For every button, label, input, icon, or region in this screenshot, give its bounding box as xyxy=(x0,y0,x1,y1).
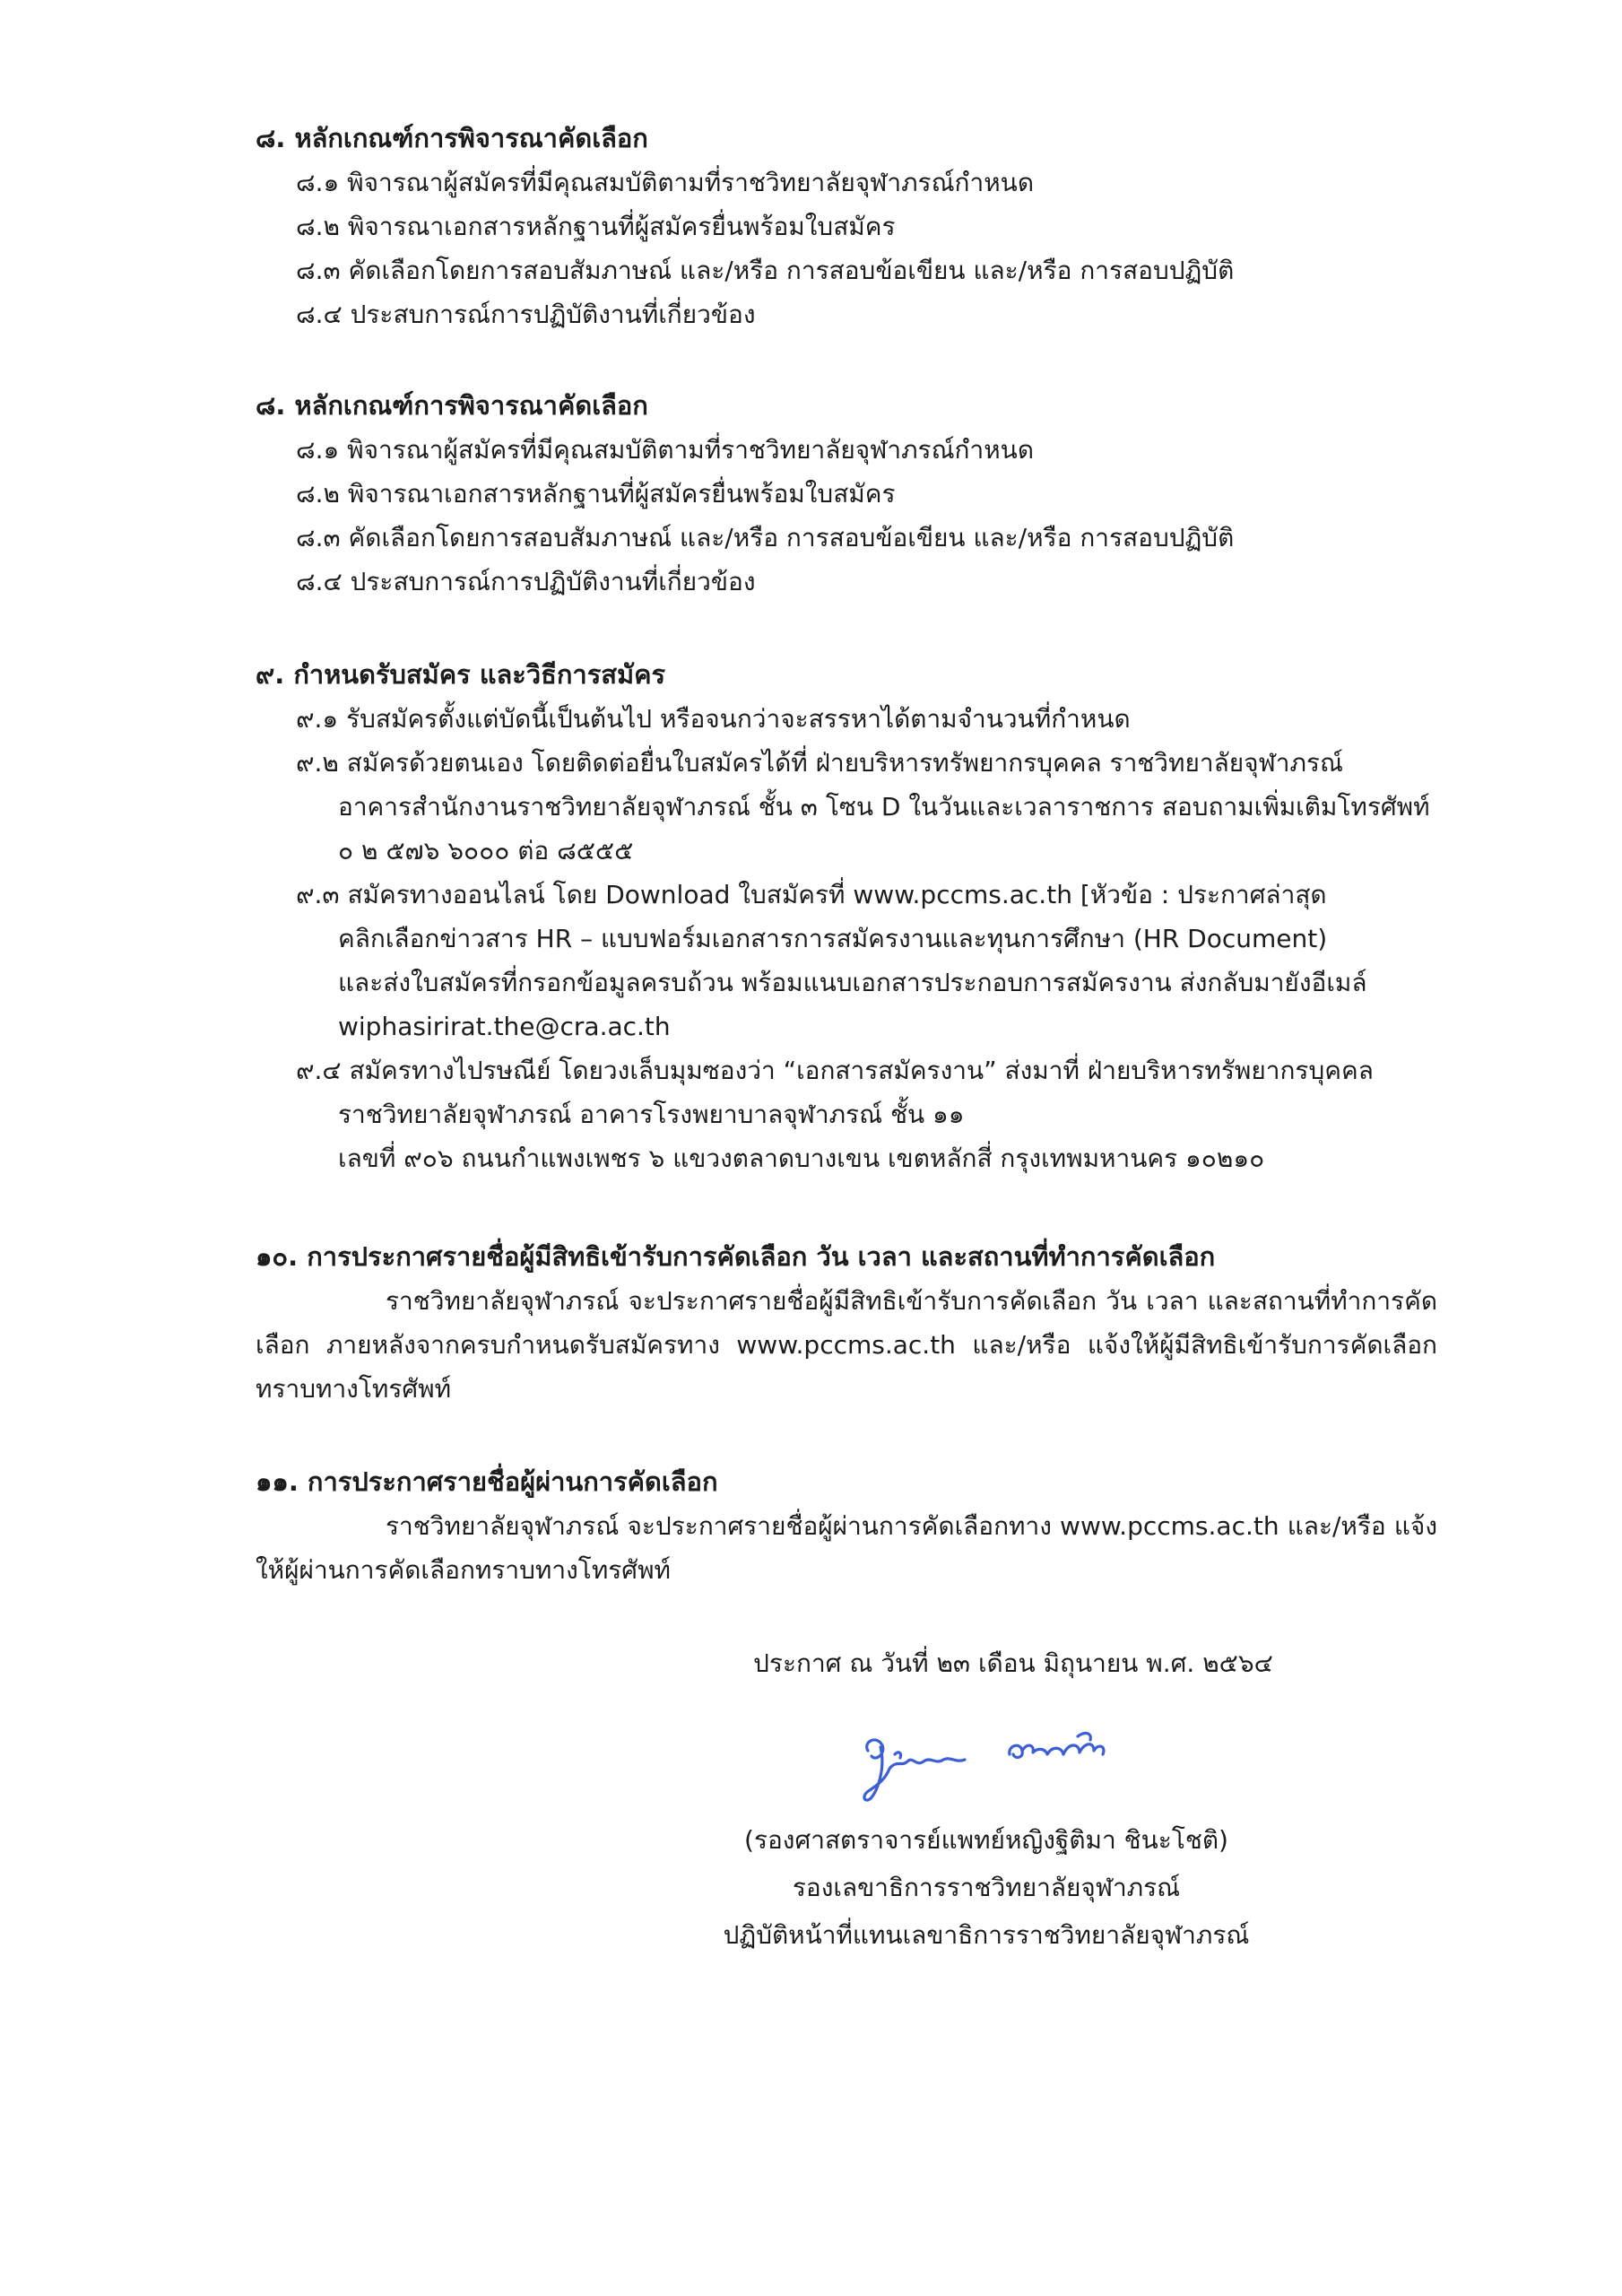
list-item: ๘.๔ ประสบการณ์การปฏิบัติงานที่เกี่ยวข้อง xyxy=(296,567,756,596)
list-item: ๘.๑ พิจารณาผู้สมัครที่มีคุณสมบัติตามที่ราชวิทยาลัยจุฬาภรณ์กำหนด xyxy=(296,435,1035,465)
list-item-line: ราชวิทยาลัยจุฬาภรณ์ อาคารโรงพยาบาลจุฬาภรณ์ ชั้น ๑๑ xyxy=(338,1100,965,1129)
signatory-acting-position: ปฏิบัติหน้าที่แทนเลขาธิการราชวิทยาลัยจุฬาภรณ์ xyxy=(723,1920,1250,1950)
list-item-9-3 xyxy=(256,873,1439,1048)
list-item: ๙.๑ รับสมัครตั้งแต่บัดนี้เป็นต้นไป หรือจนกว่าจะสรรหาได้ตามจำนวนที่กำหนด xyxy=(296,704,1131,734)
signature xyxy=(850,1715,1155,1813)
section-9-application xyxy=(256,653,1439,1180)
list-item: ๘.๓ คัดเลือกโดยการสอบสัมภาษณ์ และ/หรือ การสอบข้อเขียน และ/หรือ การสอบปฏิบัติ xyxy=(296,256,1235,285)
section-8-criteria-second xyxy=(256,384,1439,604)
section-heading: ๑๐. การประกาศรายชื่อผู้มีสิทธิเข้ารับการคัดเลือก วัน เวลา และสถานที่ทำการคัดเลือก xyxy=(256,1241,1216,1272)
section-8-criteria-first xyxy=(256,117,1439,336)
section-heading: ๘. หลักเกณฑ์การพิจารณาคัดเลือก xyxy=(256,123,648,153)
list-item: ๘.๒ พิจารณาเอกสารหลักฐานที่ผู้สมัครยื่นพร้อมใบสมัคร xyxy=(296,212,896,241)
section-body: ราชวิทยาลัยจุฬาภรณ์ จะประกาศรายชื่อผู้มีสิทธิเข้ารับการคัดเลือก วัน เวลา และสถานที่ทำการคัดเลือก ภายหลังจากครบกำหนดรับสมัครทาง www.pccms.ac.th และ/หรือ แจ้งให้ผู้มีสิทธิเข้ารับการคัดเลือกทราบทางโทรศัพท์ xyxy=(256,1286,1437,1404)
list-item: ๘.๔ ประสบการณ์การปฏิบัติงานที่เกี่ยวข้อง xyxy=(296,300,756,329)
list-item-line: ๙.๔ สมัครทางไปรษณีย์ โดยวงเล็บมุมซองว่า “เอกสารสมัครงาน” ส่งมาที่ ฝ่ายบริหารทรัพยากรบุคคล xyxy=(296,1056,1374,1085)
phone-number: ๐ ๒ ๕๗๖ ๖๐๐๐ ต่อ ๘๕๕๕ xyxy=(338,836,634,865)
section-body: ราชวิทยาลัยจุฬาภรณ์ จะประกาศรายชื่อผู้ผ่านการคัดเลือกทาง www.pccms.ac.th และ/หรือ แจ้งให้ผู้ผ่านการคัดเลือกทราบทางโทรศัพท์ xyxy=(256,1511,1437,1585)
section-heading: ๑๑. การประกาศรายชื่อผู้ผ่านการคัดเลือก xyxy=(256,1466,718,1497)
email-address: wiphasirirat.the@cra.ac.th xyxy=(338,1012,671,1041)
signatory-position: รองเลขาธิการราชวิทยาลัยจุฬาภรณ์ xyxy=(792,1873,1181,1902)
signatory-name: (รองศาสตราจารย์แพทย์หญิงฐิติมา ชินะโชติ) xyxy=(744,1825,1228,1855)
announcement-date: ประกาศ ณ วันที่ ๒๓ เดือน มิถุนายน พ.ศ. ๒๕๖๔ xyxy=(753,1648,1273,1678)
list-item-line: ๙.๓ สมัครทางออนไลน์ โดย Download ใบสมัครที่ www.pccms.ac.th [หัวข้อ : ประกาศล่าสุด xyxy=(296,880,1327,909)
section-11-results xyxy=(256,1460,1439,1592)
list-item: ๘.๒ พิจารณาเอกสารหลักฐานที่ผู้สมัครยื่นพร้อมใบสมัคร xyxy=(296,479,896,509)
list-item-line: ๙.๒ สมัครด้วยตนเอง โดยติดต่อยื่นใบสมัครได้ที่ ฝ่ายบริหารทรัพยากรบุคคล ราชวิทยาลัยจุฬาภรณ์ xyxy=(296,748,1343,778)
section-heading: ๘. หลักเกณฑ์การพิจารณาคัดเลือก xyxy=(256,390,648,421)
section-heading: ๙. กำหนดรับสมัคร และวิธีการสมัคร xyxy=(256,659,666,690)
postal-address: เลขที่ ๙๐๖ ถนนกำแพงเพชร ๖ แขวงตลาดบางเขน เขตหลักสี่ กรุงเทพมหานคร ๑๐๒๑๐ xyxy=(338,1144,1265,1173)
list-item: ๘.๓ คัดเลือกโดยการสอบสัมภาษณ์ และ/หรือ การสอบข้อเขียน และ/หรือ การสอบปฏิบัติ xyxy=(296,523,1235,552)
list-item-9-4 xyxy=(256,1048,1439,1180)
list-item: ๘.๑ พิจารณาผู้สมัครที่มีคุณสมบัติตามที่ราชวิทยาลัยจุฬาภรณ์กำหนด xyxy=(296,168,1035,197)
section-10-shortlist xyxy=(256,1235,1439,1411)
list-item-line: อาคารสำนักงานราชวิทยาลัยจุฬาภรณ์ ชั้น ๓ โซน D ในวันและเวลาราชการ สอบถามเพิ่มเติมโทรศัพท์ xyxy=(338,792,1430,822)
list-item-line: และส่งใบสมัครที่กรอกข้อมูลครบถ้วน พร้อมแนบเอกสารประกอบการสมัครงาน ส่งกลับมายังอีเมล์ xyxy=(338,968,1367,997)
list-item-line: คลิกเลือกข่าวสาร HR – แบบฟอร์มเอกสารการสมัครงานและทุนการศึกษา (HR Document) xyxy=(338,924,1328,953)
list-item-9-2 xyxy=(256,741,1439,873)
